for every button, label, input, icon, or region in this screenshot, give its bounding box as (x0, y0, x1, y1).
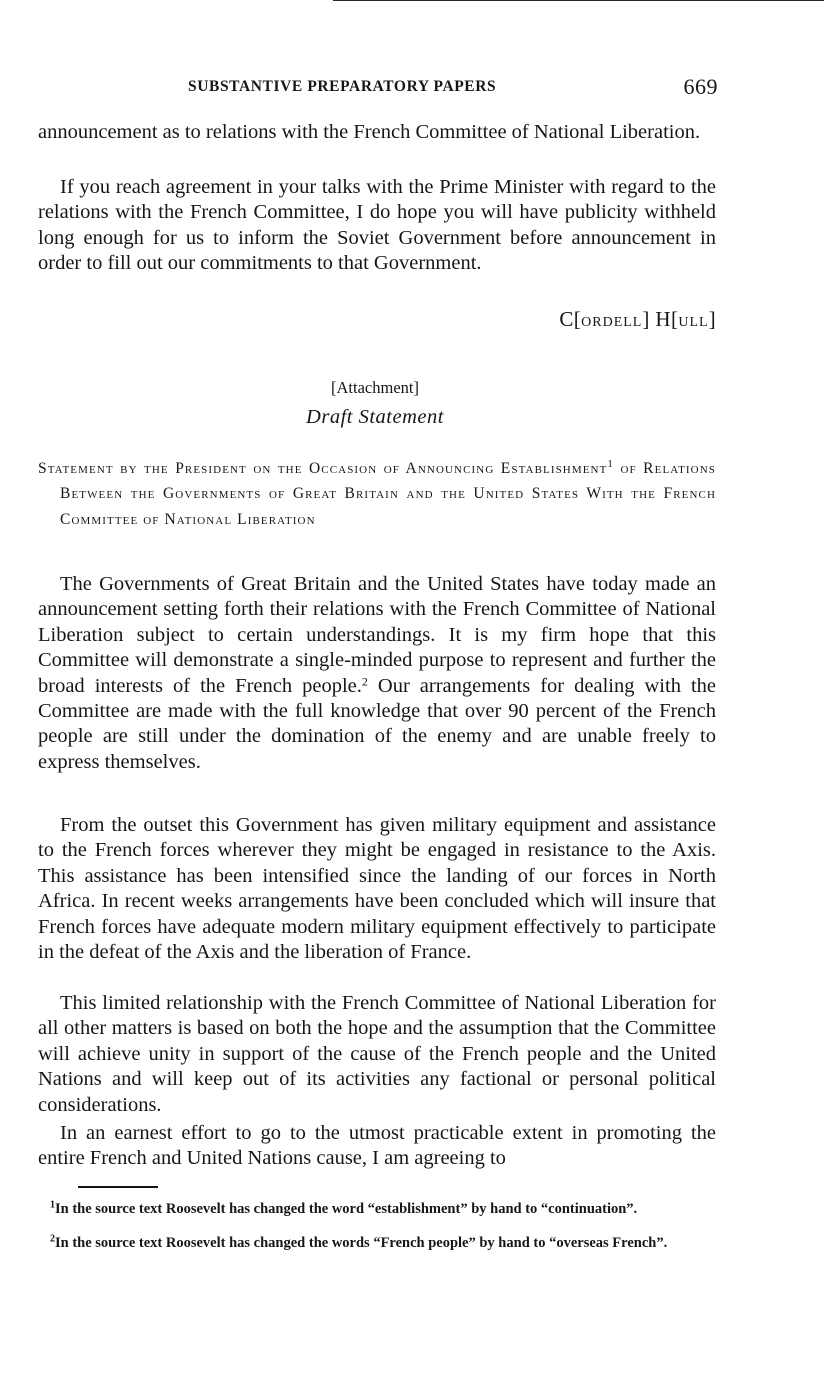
top-edge-rule (333, 0, 824, 1)
letter-paragraph-1: announcement as to relations with the French Committee of National Liberation. (38, 121, 701, 143)
attachment-label: [Attachment] (331, 378, 419, 397)
footnote-2: $^2$In the source text Roosevelt has changed the words “French people” by hand to “overseas French”. (50, 1233, 668, 1251)
footnote-rule (78, 1186, 158, 1188)
statement-paragraph-4: In an earnest effort to go to the utmost practicable extent in promoting the entire French and United Nations cause, I am agreeing to (38, 1122, 716, 1170)
letter-paragraph-2: If you reach agreement in your talks with the Prime Minister with regard to the relations with the French Committee, I do hope you will have publicity withheld long enough for us to inform the Soviet Government before announcement in order to fill out our commitments to that Government. (38, 176, 716, 275)
statement-caption: Statement by the President on the Occasion of Announcing Establishment$^1$ of Relations Between the Governments of Great Britain and the United States With the French Committee of National Liberation (38, 457, 716, 528)
running-head: SUBSTANTIVE PREPARATORY PAPERS (188, 78, 497, 95)
footnote-ref-2: 2 (361, 674, 368, 689)
page-number: 669 (683, 74, 718, 99)
page-header (38, 76, 718, 106)
statement-paragraph-3: This limited relationship with the French Committee of National Liberation for all other matters is based on both the hope and the assumption that the Committee will achieve unity in support of the cause of the French people and the United Nations and will keep out of its activities any factional or personal political considerations. (38, 992, 716, 1116)
signature: C[ORDELL] H[ULL] (559, 307, 716, 331)
footnote-1: $^1$In the source text Roosevelt has changed the word “establishment” by hand to “continuation”. (50, 1199, 638, 1217)
statement-paragraph-1: The Governments of Great Britain and the United States have today made an announcement setting forth their relations with the French Committee of National Liberation subject to certain understandings. It is my firm hope that this Committee will demonstrate a single-minded purpose to represent and further the broad interests of the French people.$^2$ Our arrangements for dealing with the Committee are made with the full knowledge that over 90 percent of the French people are still under the domination of the enemy and are unable freely to express themselves. (38, 573, 717, 773)
statement-paragraph-2: From the outset this Government has given military equipment and assistance to the French forces wherever they might be engaged in resistance to the Axis. This assistance has been intensified since the landing of our forces in North Africa. In recent weeks arrangements have been concluded which will insure that French forces have adequate modern military equipment effectively to participate in the defeat of the Axis and the liberation of France. (38, 814, 716, 964)
attachment-title: Draft Statement (306, 406, 444, 428)
footnote-ref-1: 1 (607, 457, 615, 470)
